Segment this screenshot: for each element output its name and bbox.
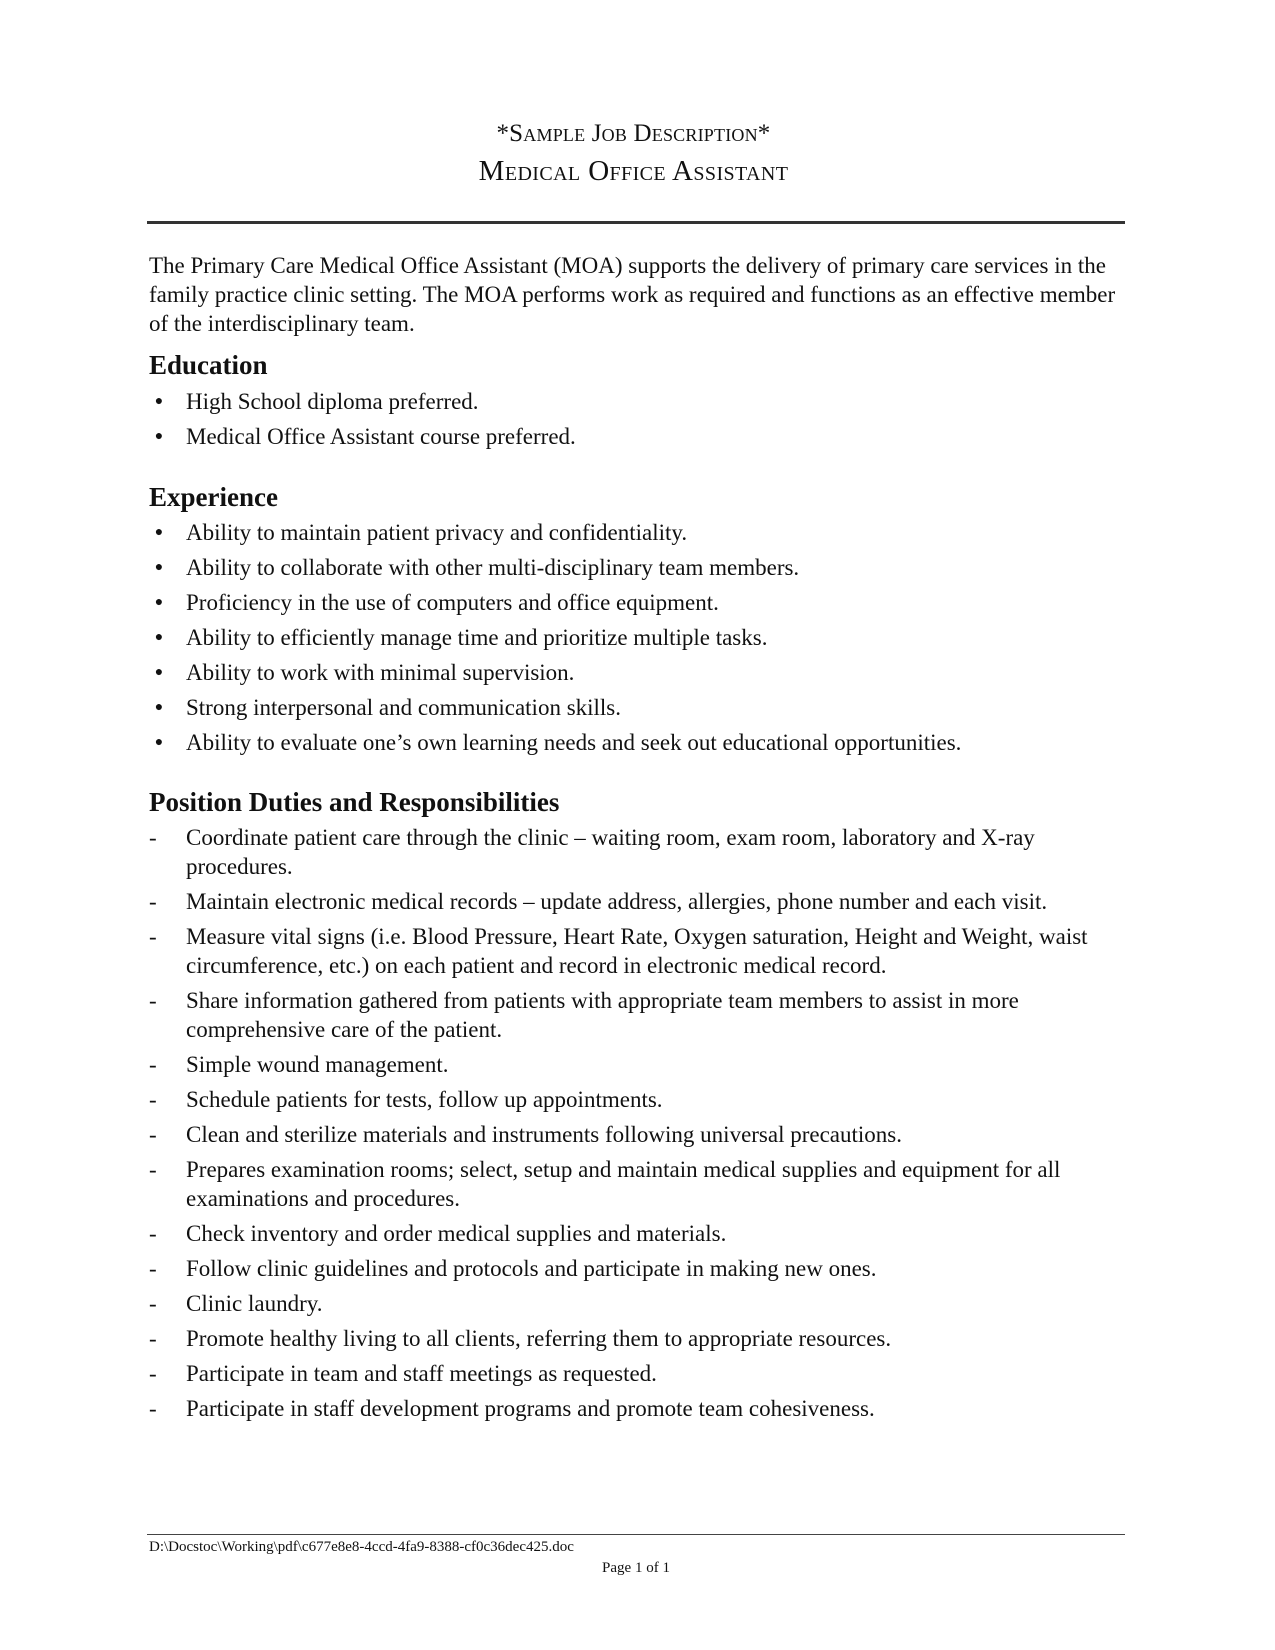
list-item: [149, 1324, 1129, 1353]
list-item: [149, 1219, 1129, 1248]
footer-page-number: Page 1 of 1: [602, 1560, 670, 1576]
list-marker: -: [149, 1221, 157, 1246]
list-marker: -: [149, 1256, 157, 1281]
list-item: [149, 1254, 1129, 1283]
list-marker: ●: [154, 525, 164, 540]
education-list: [149, 387, 1129, 457]
duties-heading: Position Duties and Responsibilities: [149, 787, 560, 817]
list-item-text: Medical Office Assistant course preferred.: [186, 424, 576, 449]
list-item: [149, 518, 1129, 547]
list-item-text: Strong interpersonal and communication skills.: [186, 695, 622, 720]
list-marker: -: [149, 1291, 157, 1316]
list-item-text: Prepares examination rooms; select, setup and maintain medical supplies and equipment for all examinations and procedures.: [186, 1157, 1061, 1211]
list-item: [149, 1085, 1129, 1114]
list-item-text: Coordinate patient care through the clinic – waiting room, exam room, laboratory and X-ray procedures.: [186, 825, 1035, 879]
list-item: [149, 1120, 1129, 1149]
list-item-text: Maintain electronic medical records – update address, allergies, phone number and each visit.: [186, 889, 1048, 914]
list-item-text: Participate in team and staff meetings as requested.: [186, 1361, 657, 1386]
education-heading: Education: [149, 350, 268, 380]
list-marker: -: [149, 1157, 157, 1182]
list-marker: -: [149, 924, 157, 949]
footer-file-path: D:\Docstoc\Working\pdf\c677e8e8-4ccd-4fa9-8388-cf0c36dec425.doc: [149, 1539, 574, 1555]
list-marker: -: [149, 1361, 157, 1386]
intro-paragraph: The Primary Care Medical Office Assistant (MOA) supports the delivery of primary care services in the family practice clinic setting. The MOA performs work as required and functions as an effective member of the interdisciplinary team.: [149, 253, 1116, 336]
list-item: [149, 588, 1129, 617]
list-item-text: Simple wound management.: [186, 1052, 449, 1077]
list-item: [149, 887, 1129, 916]
title-job-name: Medical Office Assistant: [478, 155, 789, 187]
list-item: [149, 986, 1129, 1044]
duties-list: [149, 823, 1129, 1429]
list-marker: ●: [154, 595, 164, 610]
list-item-text: Share information gathered from patients with appropriate team members to assist in more comprehensive care of the patient.: [186, 988, 1019, 1042]
list-item-text: Proficiency in the use of computers and office equipment.: [186, 590, 719, 615]
list-item: [149, 623, 1129, 652]
list-item: [149, 553, 1129, 582]
list-item-text: High School diploma preferred.: [186, 389, 479, 414]
list-marker: -: [149, 825, 157, 850]
list-item-text: Measure vital signs (i.e. Blood Pressure, Heart Rate, Oxygen saturation, Height and Weight, waist circumference, etc.) on each patient and record in electronic medical record.: [186, 924, 1088, 978]
list-item-text: Follow clinic guidelines and protocols and participate in making new ones.: [186, 1256, 877, 1281]
list-item-text: Schedule patients for tests, follow up appointments.: [186, 1087, 663, 1112]
list-item: [149, 1394, 1129, 1423]
list-marker: -: [149, 889, 157, 914]
list-marker: ●: [154, 394, 164, 409]
list-item-text: Ability to work with minimal supervision.: [186, 660, 575, 685]
list-item: [149, 728, 1129, 757]
list-item: [149, 387, 1129, 416]
list-item: [149, 658, 1129, 687]
list-item: [149, 1155, 1129, 1213]
list-item-text: Ability to maintain patient privacy and confidentiality.: [186, 520, 688, 545]
list-marker: ●: [154, 735, 164, 750]
list-item-text: Clinic laundry.: [186, 1291, 323, 1316]
list-marker: ●: [154, 630, 164, 645]
list-marker: -: [149, 1326, 157, 1351]
experience-heading: Experience: [149, 482, 278, 512]
list-item: [149, 1359, 1129, 1388]
list-marker: ●: [154, 429, 164, 444]
title-divider: [147, 221, 1125, 224]
list-item-text: Ability to evaluate one’s own learning needs and seek out educational opportunities.: [186, 730, 962, 755]
document-title: [147, 118, 1120, 190]
list-marker: -: [149, 1052, 157, 1077]
list-marker: -: [149, 1122, 157, 1147]
list-marker: -: [149, 1087, 157, 1112]
list-item: [149, 422, 1129, 451]
list-item-text: Ability to efficiently manage time and prioritize multiple tasks.: [186, 625, 768, 650]
title-sample-label: *Sample Job Description*: [496, 120, 771, 147]
list-item-text: Clean and sterilize materials and instruments following universal precautions.: [186, 1122, 902, 1147]
list-marker: ●: [154, 560, 164, 575]
list-item: [149, 1050, 1129, 1079]
footer-divider: [147, 1534, 1125, 1535]
list-marker: -: [149, 988, 157, 1013]
list-marker: -: [149, 1396, 157, 1421]
list-marker: ●: [154, 700, 164, 715]
list-marker: ●: [154, 665, 164, 680]
list-item-text: Check inventory and order medical supplies and materials.: [186, 1221, 727, 1246]
list-item: [149, 922, 1129, 980]
list-item: [149, 693, 1129, 722]
list-item: [149, 823, 1129, 881]
list-item: [149, 1289, 1129, 1318]
list-item-text: Participate in staff development programs and promote team cohesiveness.: [186, 1396, 875, 1421]
list-item-text: Promote healthy living to all clients, referring them to appropriate resources.: [186, 1326, 892, 1351]
list-item-text: Ability to collaborate with other multi-disciplinary team members.: [186, 555, 800, 580]
experience-list: [149, 518, 1129, 763]
